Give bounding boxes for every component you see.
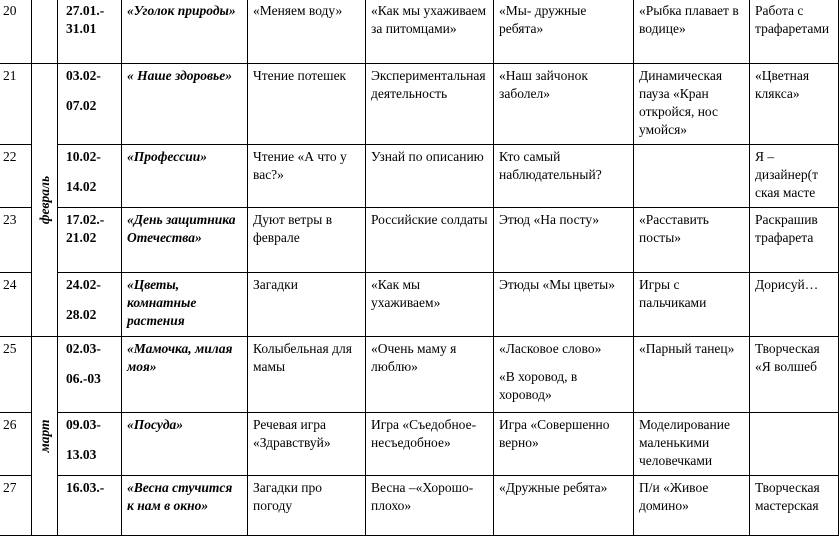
table-row (0, 476, 839, 536)
activity-cell: Дуют ветры в феврале (248, 208, 366, 273)
week-theme: «Профессии» (122, 145, 248, 208)
week-theme: «Посуда» (122, 413, 248, 476)
activity-cell: Творческая «Я волшеб (750, 337, 839, 413)
activity-cell: Весна –«Хорошо-плохо» (366, 476, 494, 536)
activity-cell: «Очень маму я люблю» (366, 337, 494, 413)
activity-cell: Российские солдаты (366, 208, 494, 273)
activity-cell: «Расставить посты» (634, 208, 750, 273)
week-theme: «День защитника Отечества» (122, 208, 248, 273)
activity-cell: П/и «Живое домино» (634, 476, 750, 536)
activity-cell: Речевая игра «Здравствуй» (248, 413, 366, 476)
activity-cell: Моделирование маленькими человечками (634, 413, 750, 476)
activity-cell: Экспериментальная деятельность (366, 64, 494, 145)
date-range: 24.02- 28.02 (58, 273, 122, 337)
activity-cell: «Парный танец» (634, 337, 750, 413)
table-row (0, 64, 839, 145)
date-range: 03.02- 07.02 (58, 64, 122, 145)
table-row (0, 145, 839, 208)
activity-cell: «Рыбка плавает в водице» (634, 0, 750, 64)
activity-cell: Игры с пальчиками (634, 273, 750, 337)
month-label: февраль (36, 175, 52, 225)
week-theme: « Наше здоровье» (122, 64, 248, 145)
activity-cell: Этюды «Мы цветы» (494, 273, 634, 337)
table-row (0, 337, 839, 413)
table-row (0, 273, 839, 337)
activity-cell: «Мы- дружные ребята» (494, 0, 634, 64)
activity-cell (634, 145, 750, 208)
activity-cell: Чтение «А что у вас?» (248, 145, 366, 208)
week-number: 21 (0, 64, 32, 145)
week-number: 23 (0, 208, 32, 273)
table-row (0, 413, 839, 476)
activity-cell: «Наш зайчонок заболел» (494, 64, 634, 145)
table-row (0, 208, 839, 273)
month-march (32, 337, 58, 536)
week-theme: «Весна стучится к нам в окно» (122, 476, 248, 536)
activity-cell: Работа с трафаретами (750, 0, 839, 64)
activity-cell: «Как мы ухаживаем» (366, 273, 494, 337)
date-range: 27.01.- 31.01 (58, 0, 122, 64)
activity-cell: Кто самый наблюдательный? (494, 145, 634, 208)
activity-cell: Узнай по описанию (366, 145, 494, 208)
activity-cell: Раскрашив трафарета (750, 208, 839, 273)
activity-cell: Чтение потешек (248, 64, 366, 145)
month-cell-blank (32, 0, 58, 64)
month-february (32, 64, 58, 337)
date-range: 16.03.- (58, 476, 122, 536)
activity-cell: Творческая мастерская (750, 476, 839, 536)
date-range: 10.02- 14.02 (58, 145, 122, 208)
week-number: 24 (0, 273, 32, 337)
activity-cell: «Как мы ухаживаем за питомцами» (366, 0, 494, 64)
activity-cell: Загадки (248, 273, 366, 337)
week-number: 25 (0, 337, 32, 413)
activity-cell: Этюд «На посту» (494, 208, 634, 273)
activity-cell: «Ласковое слово» «В хоровод, в хоровод» (494, 337, 634, 413)
date-range: 09.03- 13.03 (58, 413, 122, 476)
week-number: 20 (0, 0, 32, 64)
week-theme: «Мамочка, милая моя» (122, 337, 248, 413)
activity-cell: Колыбельная для мамы (248, 337, 366, 413)
activity-cell: Игра «Съедобное-несъедобное» (366, 413, 494, 476)
activity-cell: «Дружные ребята» (494, 476, 634, 536)
activity-cell: Загадки про погоду (248, 476, 366, 536)
activity-cell (750, 413, 839, 476)
week-theme: «Уголок природы» (122, 0, 248, 64)
date-range: 17.02.- 21.02 (58, 208, 122, 273)
date-range: 02.03- 06.-03 (58, 337, 122, 413)
week-number: 26 (0, 413, 32, 476)
activity-cell: Игра «Совершенно верно» (494, 413, 634, 476)
activity-cell: Динамическая пауза «Кран откройся, нос умойся» (634, 64, 750, 145)
activity-cell: «Меняем воду» (248, 0, 366, 64)
week-number: 27 (0, 476, 32, 536)
activity-cell: Я – дизайнер(т ская масте (750, 145, 839, 208)
week-number: 22 (0, 145, 32, 208)
month-label: март (36, 419, 52, 453)
table-row (0, 0, 839, 64)
activity-cell: «Цветная клякса» (750, 64, 839, 145)
activity-cell: Дорисуй… (750, 273, 839, 337)
week-theme: «Цветы, комнатные растения (122, 273, 248, 337)
